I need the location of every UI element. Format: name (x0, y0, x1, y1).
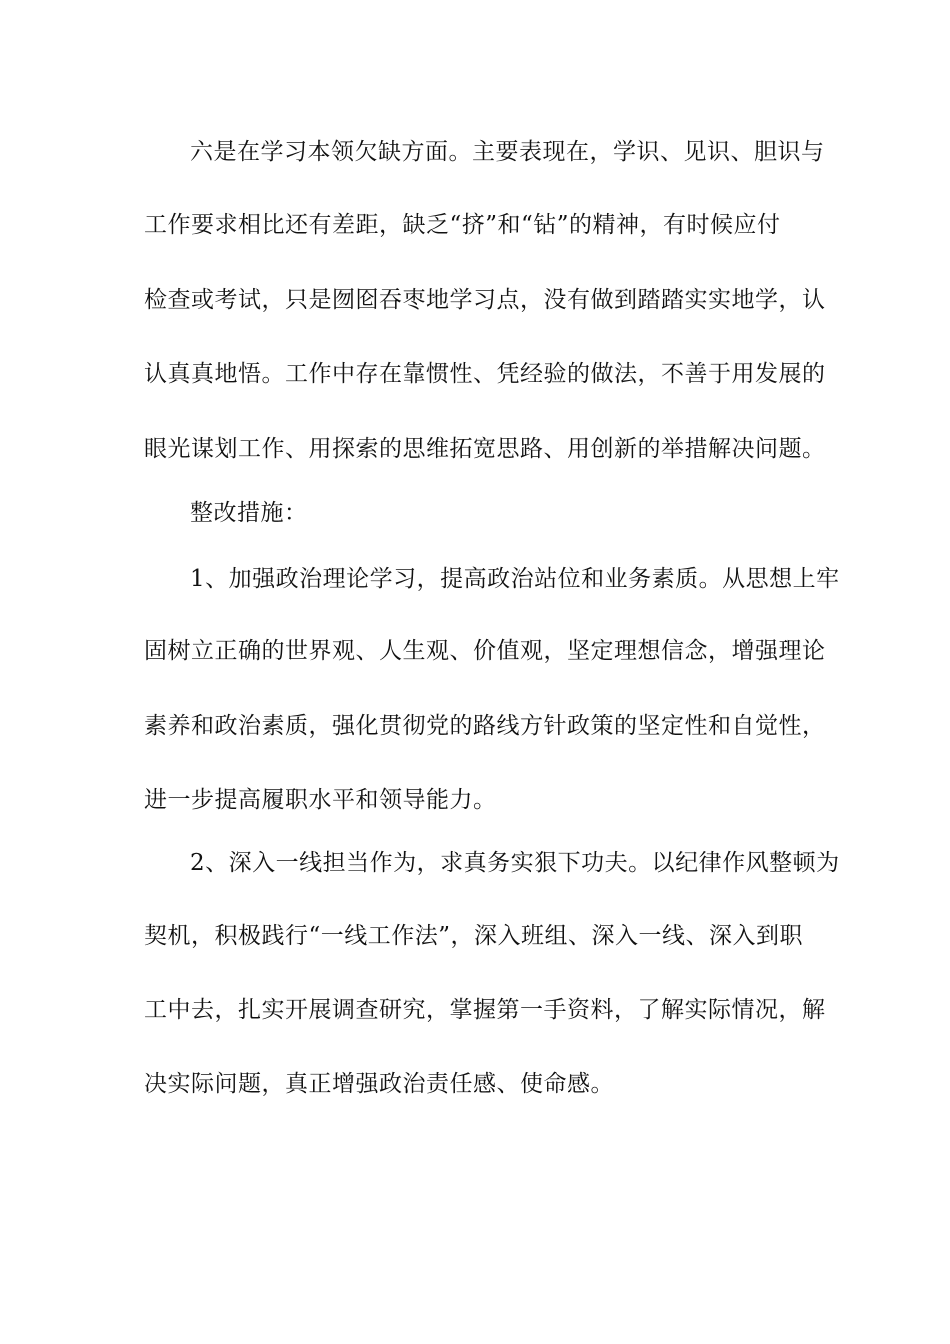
text-line: 认真真地悟。工作中存在靠惯性、凭经验的做法，不善于用发展的 (144, 361, 826, 387)
text-line: 六是在学习本领欠缺方面。主要表现在，学识、见识、胆识与 (190, 139, 825, 165)
text-line: 1、加强政治理论学习，提高政治站位和业务素质。从思想上牢 (190, 566, 840, 592)
text-line: 眼光谋划工作、用探索的思维拓宽思路、用创新的举措解决问题。 (144, 436, 826, 462)
text-line: 工中去，扎实开展调查研究，掌握第一手资料，了解实际情况，解 (144, 997, 826, 1023)
text-line: 素养和政治素质，强化贯彻党的路线方针政策的坚定性和自觉性， (144, 713, 826, 739)
measures-heading: 整改措施： (190, 500, 308, 526)
text-line: 契机，积极践行“一线工作法”，深入班组、深入一线、深入到职 (144, 923, 804, 949)
text-line: 进一步提高履职水平和领导能力。 (144, 787, 497, 813)
text-line: 工作要求相比还有差距，缺乏“挤”和“钻”的精神，有时候应付 (144, 212, 781, 238)
text-line: 2、深入一线担当作为，求真务实狠下功夫。以纪律作风整顿为 (190, 850, 840, 876)
text-line: 检查或考试，只是囫囵吞枣地学习点，没有做到踏踏实实地学，认 (144, 287, 826, 313)
text-line: 决实际问题，真正增强政治责任感、使命感。 (144, 1071, 614, 1097)
text-line: 固树立正确的世界观、人生观、价值观，坚定理想信念，增强理论 (144, 638, 826, 664)
